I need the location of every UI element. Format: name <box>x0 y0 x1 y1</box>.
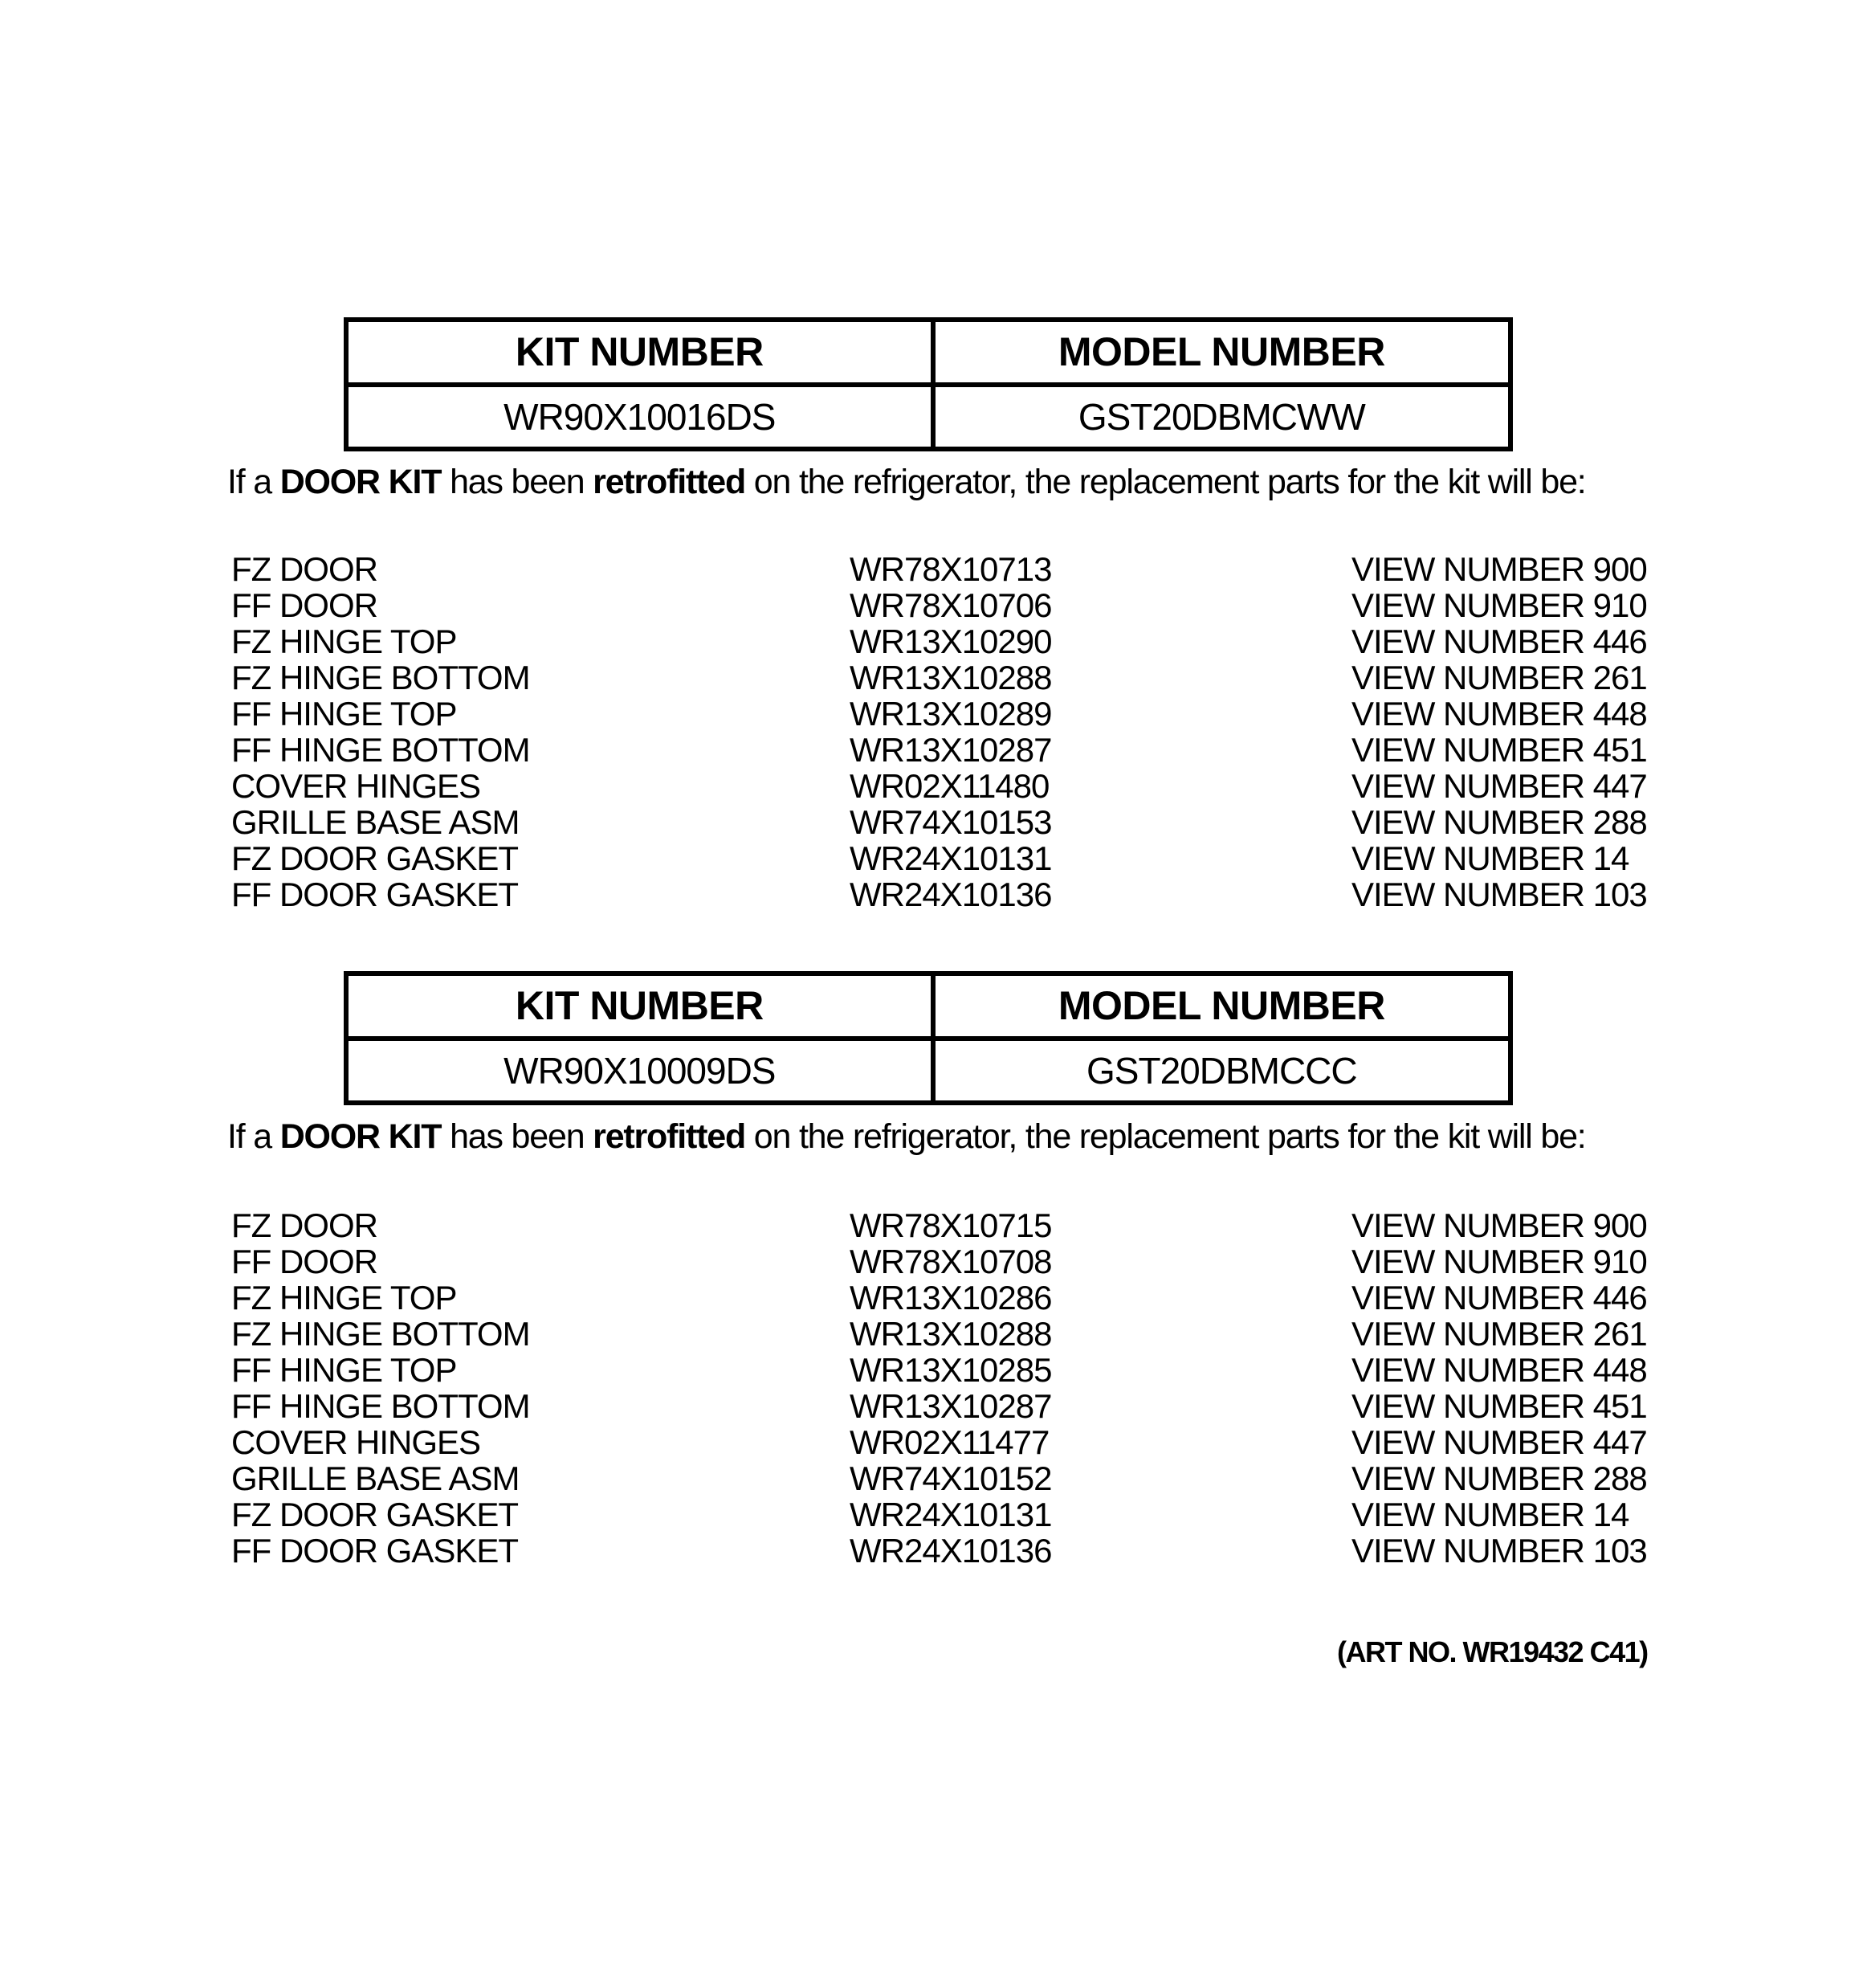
part-number: WR02X11477 <box>850 1423 1050 1461</box>
part-name: FZ DOOR <box>231 550 377 588</box>
part-name: FZ DOOR <box>231 1206 377 1244</box>
view-number: VIEW NUMBER 103 <box>1351 1532 1647 1570</box>
part-name: FF HINGE BOTTOM <box>231 731 530 769</box>
part-name: FF DOOR <box>231 1243 377 1280</box>
view-number: VIEW NUMBER 103 <box>1351 876 1647 913</box>
view-number: VIEW NUMBER 447 <box>1351 767 1647 805</box>
view-number: VIEW NUMBER 288 <box>1351 803 1647 841</box>
note-text: on the refrigerator, the replacement parts for the kit will be: <box>745 1117 1586 1156</box>
model-number-header: MODEL NUMBER <box>1058 329 1385 375</box>
part-name: COVER HINGES <box>231 767 481 805</box>
part-number-column <box>850 1207 1052 1569</box>
view-number-column <box>1351 1207 1647 1569</box>
part-number: WR24X10136 <box>850 876 1052 913</box>
part-name: GRILLE BASE ASM <box>231 1459 520 1497</box>
part-number: WR74X10153 <box>850 803 1052 841</box>
part-name: FF DOOR GASKET <box>231 876 519 913</box>
view-number: VIEW NUMBER 900 <box>1351 550 1647 588</box>
part-name: FZ DOOR GASKET <box>231 839 519 877</box>
part-number: WR13X10288 <box>850 1315 1052 1353</box>
part-number: WR13X10286 <box>850 1279 1052 1316</box>
view-number: VIEW NUMBER 446 <box>1351 1279 1647 1316</box>
kit-number-value: WR90X10009DS <box>349 1041 936 1101</box>
door-kit-bold: DOOR KIT <box>279 1117 442 1156</box>
view-number: VIEW NUMBER 900 <box>1351 1206 1647 1244</box>
part-name: FZ HINGE TOP <box>231 623 457 660</box>
part-number: WR74X10152 <box>850 1459 1052 1497</box>
part-name: FF DOOR <box>231 586 377 624</box>
part-number: WR78X10715 <box>850 1206 1052 1244</box>
view-number: VIEW NUMBER 261 <box>1351 1315 1647 1353</box>
part-number: WR24X10136 <box>850 1532 1052 1570</box>
retrofit-note <box>227 1117 1586 1157</box>
part-number: WR13X10285 <box>850 1351 1052 1389</box>
kit-model-table <box>344 971 1513 1105</box>
part-number: WR78X10708 <box>850 1243 1052 1280</box>
view-number: VIEW NUMBER 261 <box>1351 659 1647 696</box>
part-number: WR78X10713 <box>850 550 1052 588</box>
part-number: WR24X10131 <box>850 839 1052 877</box>
part-number: WR13X10287 <box>850 731 1052 769</box>
part-name: FZ HINGE BOTTOM <box>231 659 530 696</box>
part-name: COVER HINGES <box>231 1423 481 1461</box>
part-name: GRILLE BASE ASM <box>231 803 520 841</box>
view-number: VIEW NUMBER 451 <box>1351 731 1647 769</box>
part-number: WR13X10287 <box>850 1387 1052 1425</box>
note-text: If a <box>227 463 280 501</box>
view-number: VIEW NUMBER 451 <box>1351 1387 1647 1425</box>
part-number: WR13X10288 <box>850 659 1052 696</box>
view-number: VIEW NUMBER 14 <box>1351 839 1629 877</box>
view-number: VIEW NUMBER 910 <box>1351 1243 1647 1280</box>
part-number: WR24X10131 <box>850 1496 1052 1533</box>
kit-number-value: WR90X10016DS <box>349 387 936 447</box>
note-text: on the refrigerator, the replacement parts for the kit will be: <box>745 463 1586 501</box>
part-number: WR02X11480 <box>850 767 1050 805</box>
note-text: has been <box>441 463 593 501</box>
part-name: FZ DOOR GASKET <box>231 1496 519 1533</box>
retrofitted-bold: retrofitted <box>593 463 746 501</box>
part-name-column <box>231 1207 530 1569</box>
model-number-value: GST20DBMCWW <box>1078 395 1365 438</box>
note-text: has been <box>441 1117 593 1156</box>
model-number-value: GST20DBMCCC <box>1086 1049 1357 1092</box>
kit-number-header: KIT NUMBER <box>349 976 936 1036</box>
note-text: If a <box>227 1117 280 1156</box>
model-number-header: MODEL NUMBER <box>1058 983 1385 1029</box>
view-number: VIEW NUMBER 14 <box>1351 1496 1629 1533</box>
part-number: WR13X10290 <box>850 623 1052 660</box>
part-name: FZ HINGE TOP <box>231 1279 457 1316</box>
view-number: VIEW NUMBER 910 <box>1351 586 1647 624</box>
kit-number-header: KIT NUMBER <box>349 322 936 382</box>
door-kit-bold: DOOR KIT <box>279 463 442 501</box>
view-number: VIEW NUMBER 446 <box>1351 623 1647 660</box>
view-number: VIEW NUMBER 448 <box>1351 695 1647 733</box>
part-name: FF HINGE TOP <box>231 695 457 733</box>
part-name: FF HINGE BOTTOM <box>231 1387 530 1425</box>
view-number: VIEW NUMBER 447 <box>1351 1423 1647 1461</box>
part-name: FZ HINGE BOTTOM <box>231 1315 530 1353</box>
kit-table-value-row <box>349 1041 1508 1101</box>
retrofitted-bold: retrofitted <box>593 1117 746 1156</box>
part-number: WR13X10289 <box>850 695 1052 733</box>
part-name: FF DOOR GASKET <box>231 1532 519 1570</box>
kit-table-header-row <box>349 976 1508 1041</box>
view-number: VIEW NUMBER 448 <box>1351 1351 1647 1389</box>
part-name: FF HINGE TOP <box>231 1351 457 1389</box>
art-number: (ART NO. WR19432 C41) <box>1337 1635 1648 1668</box>
part-number: WR78X10706 <box>850 586 1052 624</box>
view-number: VIEW NUMBER 288 <box>1351 1459 1647 1497</box>
